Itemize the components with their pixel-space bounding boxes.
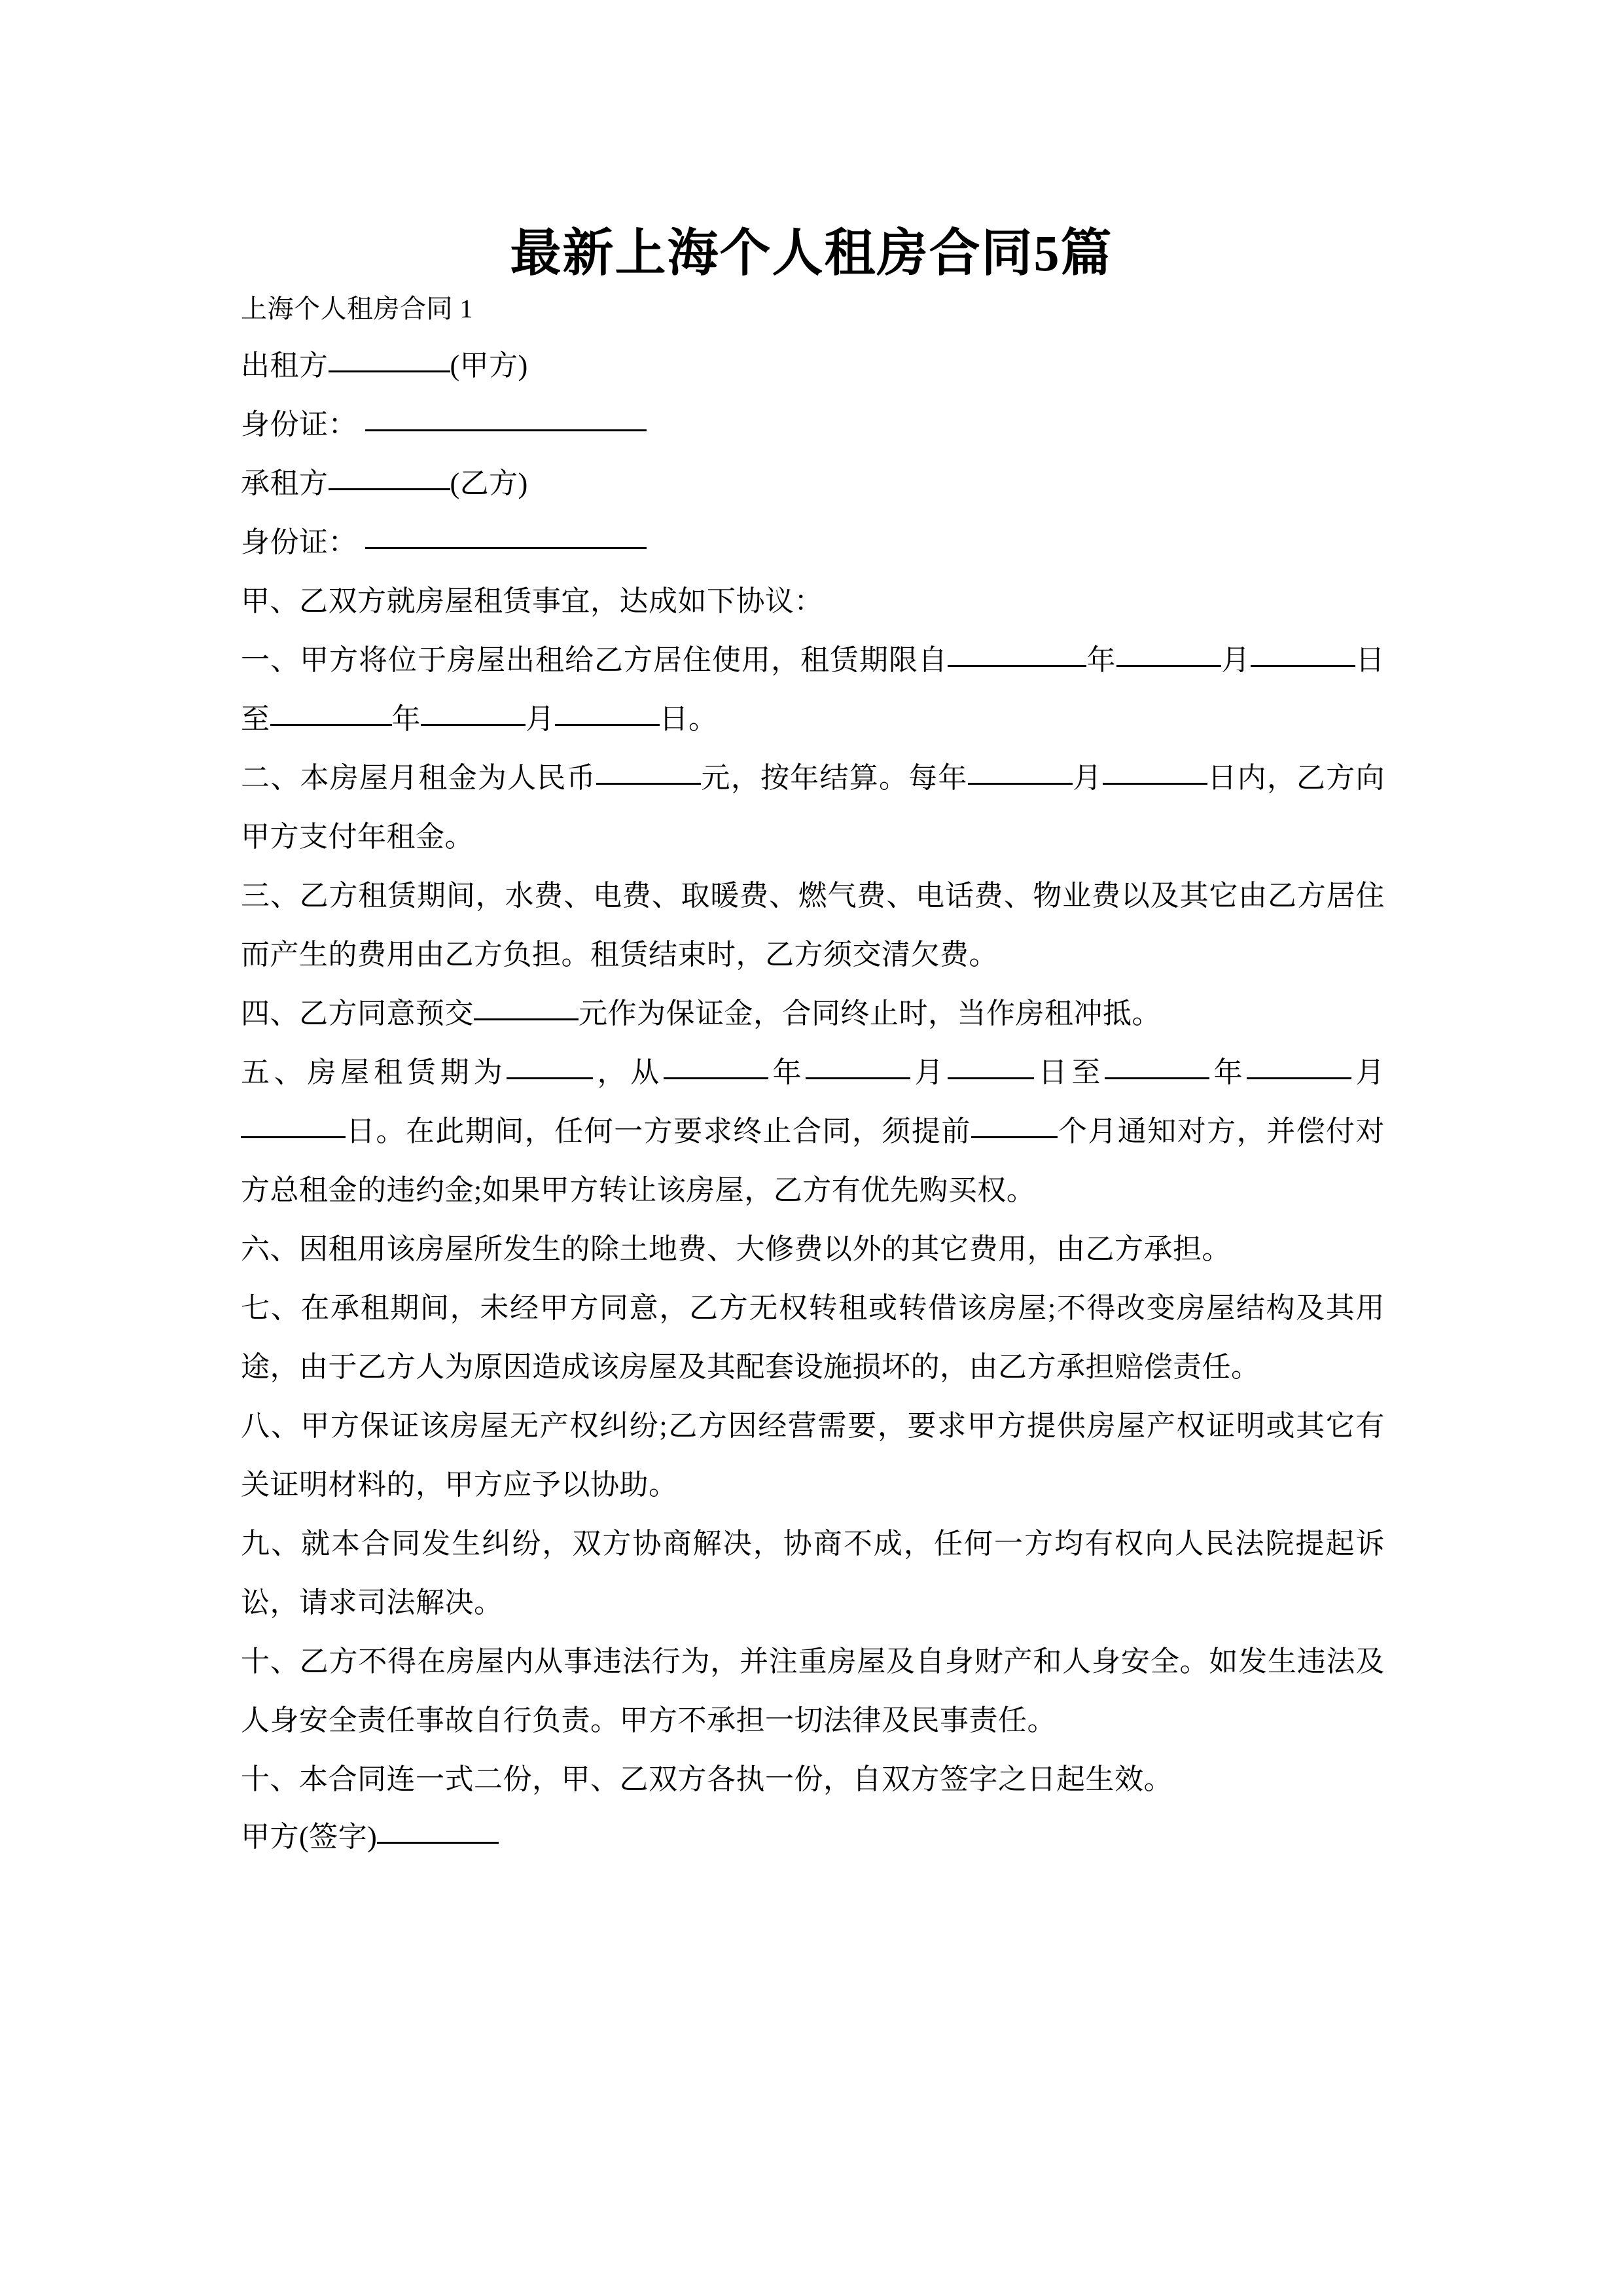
clause-1-blank-day-start[interactable] [1251, 643, 1355, 667]
clause-2-blank-day[interactable] [1103, 761, 1207, 785]
clause-6 [241, 1220, 1385, 1279]
lessor-suffix: (甲方) [450, 350, 528, 382]
clause-1-text-b: 年 [1086, 644, 1116, 676]
clause-3 [241, 867, 1385, 984]
clause-5-text-i: 个月通知对方，并偿付对方总租金的违约金;如果甲方转让该房屋，乙方有优先购买权。 [241, 1115, 1385, 1206]
clause-11-text: 本合同连一式二份，甲、乙双方各执一份，自双方签字之日起生效。 [299, 1763, 1173, 1795]
clause-10 [241, 1632, 1385, 1750]
clause-1-blank-month-end[interactable] [421, 702, 526, 726]
clause-1-text-d: 日至 [241, 644, 1385, 735]
clause-7-number: 七、 [241, 1292, 301, 1324]
clause-3-number: 三、 [241, 880, 300, 912]
clause-5-blank-year-end[interactable] [1105, 1055, 1209, 1079]
page-title: 最新上海个人租房合同5篇 [510, 224, 1113, 282]
clause-1-text-g: 日。 [659, 703, 718, 735]
clause-5-text-c: 年 [768, 1056, 806, 1088]
clause-5-text-f: 年 [1209, 1056, 1247, 1088]
clause-2-blank-rent[interactable] [596, 761, 701, 785]
clause-1-text-f: 月 [526, 703, 555, 735]
signature-blank[interactable] [377, 1820, 499, 1844]
clause-2-text-c: 月 [1072, 762, 1103, 794]
lessee-line [241, 454, 1385, 513]
clause-9-text: 就本合同发生纠纷，双方协商解决，协商不成，任何一方均有权向人民法院提起诉讼，请求司法解决。 [241, 1528, 1385, 1619]
clause-11-number: 十、 [241, 1763, 299, 1795]
lessor-id-line [241, 395, 1385, 454]
preamble: 甲、乙双方就房屋租赁事宜，达成如下协议： [241, 585, 823, 617]
clause-8-number: 八、 [241, 1410, 301, 1442]
clause-5-blank-year-start[interactable] [664, 1055, 768, 1079]
clause-11 [241, 1750, 1385, 1809]
lessee-id-blank[interactable] [365, 525, 647, 549]
lessor-name-blank[interactable] [329, 348, 450, 372]
lessor-id-label: 身份证： [241, 408, 357, 440]
lessee-id-line [241, 513, 1385, 572]
clause-9 [241, 1515, 1385, 1632]
clause-1-number: 一、 [241, 644, 300, 676]
clause-5-text-g: 月 [1351, 1056, 1385, 1088]
lessee-name-blank[interactable] [329, 466, 450, 490]
clause-5-blank-notice-months[interactable] [971, 1114, 1058, 1138]
clause-2 [241, 749, 1385, 867]
clause-7 [241, 1279, 1385, 1397]
clause-1-blank-month-start[interactable] [1116, 643, 1221, 667]
clause-8-text: 甲方保证该房屋无产权纠纷;乙方因经营需要，要求甲方提供房屋产权证明或其它有关证明材料的，甲方应予以协助。 [241, 1410, 1385, 1501]
clause-4-number: 四、 [241, 997, 299, 1030]
clause-2-blank-month[interactable] [968, 761, 1073, 785]
clause-6-text: 因租用该房屋所发生的除土地费、大修费以外的其它费用，由乙方承担。 [299, 1233, 1231, 1265]
clause-5-blank-day-end[interactable] [241, 1114, 346, 1138]
clause-9-number: 九、 [241, 1528, 302, 1560]
lessee-id-label: 身份证： [241, 526, 357, 558]
contract-caption: 上海个人租房合同 1 [241, 294, 473, 323]
clause-2-text-b: 元，按年结算。每年 [700, 762, 968, 794]
clause-5 [241, 1043, 1385, 1220]
clause-1 [241, 631, 1385, 749]
clause-5-text-a: 房屋租赁期为 [307, 1056, 507, 1088]
clause-5-text-h: 日。在此期间，任何一方要求终止合同，须提前 [346, 1115, 971, 1147]
clause-5-blank-day-start[interactable] [948, 1055, 1034, 1079]
lessee-suffix: (乙方) [450, 467, 528, 499]
lessor-id-blank[interactable] [365, 407, 647, 431]
clause-5-number: 五、 [241, 1056, 308, 1088]
clause-3-text: 乙方租赁期间，水费、电费、取暖费、燃气费、电话费、物业费以及其它由乙方居住而产生的费用由乙方负担。租赁结束时，乙方须交清欠费。 [241, 880, 1385, 971]
clause-10-text: 乙方不得在房屋内从事违法行为，并注重房屋及自身财产和人身安全。如发生违法及人身安全责任事故自行负责。甲方不承担一切法律及民事责任。 [241, 1645, 1385, 1736]
signature-label: 甲方(签字) [241, 1821, 378, 1853]
clause-1-text-a: 甲方将位于房屋出租给乙方居住使用，租赁期限自 [300, 644, 948, 676]
clause-2-number: 二、 [241, 762, 300, 794]
clause-4-text-a: 乙方同意预交 [299, 997, 474, 1030]
clause-5-blank-term[interactable] [507, 1055, 593, 1079]
clause-8 [241, 1397, 1385, 1515]
lessee-label: 承租方 [241, 467, 329, 499]
clause-6-number: 六、 [241, 1233, 299, 1265]
clause-5-blank-month-start[interactable] [806, 1055, 910, 1079]
clause-4-text-b: 元作为保证金，合同终止时，当作房租冲抵。 [579, 997, 1161, 1030]
clause-4-blank-deposit[interactable] [474, 996, 579, 1020]
signature-line [241, 1809, 1385, 1865]
clause-5-text-d: 月 [910, 1056, 948, 1088]
clause-1-blank-year-start[interactable] [948, 643, 1086, 667]
clause-10-number: 十、 [241, 1645, 300, 1677]
clause-4 [241, 984, 1385, 1043]
clause-7-text: 在承租期间，未经甲方同意，乙方无权转租或转借该房屋;不得改变房屋结构及其用途，由于乙方人为原因造成该房屋及其配套设施损坏的，由乙方承担赔偿责任。 [241, 1292, 1385, 1383]
clause-5-text-b: ，从 [593, 1056, 664, 1088]
document-body [241, 281, 1385, 1865]
clause-5-text-e: 日至 [1034, 1056, 1105, 1088]
clause-1-blank-day-end[interactable] [555, 702, 660, 726]
clause-2-text-d: 日内，乙方向甲方支付年租金。 [241, 762, 1385, 853]
lessor-line [241, 336, 1385, 395]
clause-2-text-a: 本房屋月租金为人民币 [300, 762, 596, 794]
lessor-label: 出租方 [241, 350, 329, 382]
clause-1-text-e: 年 [391, 703, 421, 735]
clause-1-blank-year-end[interactable] [270, 702, 392, 726]
clause-5-blank-month-end[interactable] [1247, 1055, 1351, 1079]
clause-1-text-c: 月 [1221, 644, 1251, 676]
